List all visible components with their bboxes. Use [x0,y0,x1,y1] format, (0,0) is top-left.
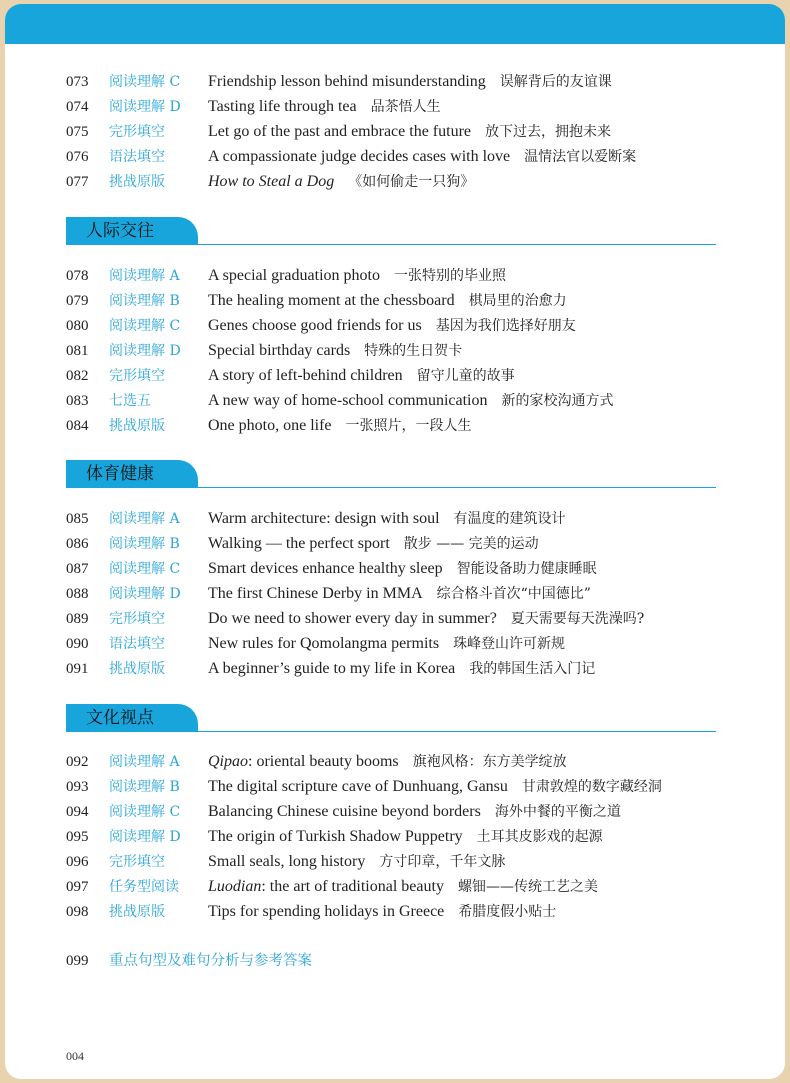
entry-title-zh: 智能设备助力健康睡眠 [456,561,597,577]
entry-type: 挑战原版 [109,661,165,677]
toc-entry[interactable] [66,850,505,874]
entry-title-en: The first Chinese Derby in MMA [208,585,423,602]
entry-title-zh: 温情法官以爱断案 [524,149,637,165]
toc-entry[interactable] [66,414,472,438]
entry-title-zh: 留守儿童的故事 [416,368,515,384]
toc-entry[interactable] [66,825,603,849]
entry-type: 阅读理解 B [109,779,180,795]
entry-title-zh: 螺钿——传统工艺之美 [457,879,598,895]
toc-entry[interactable] [66,314,576,338]
entry-title-en: Balancing Chinese cuisine beyond borders [208,803,481,820]
entry-title-en: A special graduation photo [208,267,380,284]
entry-title-zh: 品茶悟人生 [370,99,441,115]
entry-title-en: A compassionate judge decides cases with love [208,148,511,165]
entry-number: 088 [66,586,89,602]
entry-number: 095 [66,829,89,845]
entry-type: 阅读理解 B [109,293,180,309]
entry-number: 090 [66,636,89,652]
section-header [66,704,716,732]
entry-title-zh: 基因为我们选择好朋友 [435,318,576,334]
toc-entry[interactable] [66,339,462,363]
section-rule [66,487,716,489]
table-of-contents [5,4,785,1079]
section-title: 文化视点 [86,708,154,728]
entry-number: 080 [66,318,89,334]
entry-number: 075 [66,124,89,140]
entry-title-en: The origin of Turkish Shadow Puppetry [208,828,463,845]
entry-title-zh: 旗袍风格：东方美学绽放 [412,754,567,770]
toc-entry[interactable] [66,607,644,631]
entry-type: 阅读理解 D [109,586,181,602]
entry-type: 阅读理解 C [109,804,181,820]
entry-type: 阅读理解 D [109,99,181,115]
entry-number: 094 [66,804,89,820]
section-rule [66,731,716,733]
entry-type: 语法填空 [109,636,165,652]
page-number: 004 [66,1049,84,1063]
entry-title-zh: 误解背后的友谊课 [499,74,612,90]
entry-type: 阅读理解 C [109,74,181,90]
section-title: 体育健康 [86,464,154,484]
entry-number: 076 [66,149,89,165]
entry-type: 阅读理解 A [109,511,180,527]
toc-entry[interactable] [66,364,515,388]
entry-number: 074 [66,99,89,115]
entry-title-en: Do we need to shower every day in summer? [208,610,497,627]
section-rule [66,244,716,246]
section-tab [66,704,198,732]
entry-type: 完形填空 [109,854,165,870]
entry-title-en: Friendship lesson behind misunderstanding [208,73,486,90]
entry-title-en: Genes choose good friends for us [208,317,422,334]
entry-title-en: Tasting life through tea [208,98,357,115]
toc-entry[interactable] [66,657,595,681]
toc-entry[interactable] [66,632,565,656]
toc-entry[interactable] [66,120,611,144]
entry-title-en: One photo, one life [208,417,332,434]
toc-entry[interactable] [66,95,441,119]
toc-entry-answers[interactable] [66,948,312,972]
entry-title-zh: 海外中餐的平衡之道 [494,804,621,820]
entry-title-en: Warm architecture: design with soul [208,510,440,527]
section-title: 人际交往 [86,221,154,241]
toc-entry[interactable] [66,289,567,313]
entry-number: 097 [66,879,89,895]
entry-type: 挑战原版 [109,904,165,920]
entry-number: 087 [66,561,89,577]
toc-entry[interactable] [66,875,598,899]
entry-number: 096 [66,854,89,870]
toc-entry[interactable] [66,900,556,924]
entry-number: 073 [66,74,89,90]
entry-title-zh: 棋局里的治愈力 [468,293,567,309]
section-tab [66,217,198,245]
entry-type: 阅读理解 D [109,829,181,845]
entry-title-en: Let go of the past and embrace the future [208,123,471,140]
entry-title-en: Smart devices enhance healthy sleep [208,560,443,577]
entry-title-zh: 特殊的生日贺卡 [364,343,463,359]
entry-type: 阅读理解 A [109,754,180,770]
entry-title-en: The healing moment at the chessboard [208,292,455,309]
entry-type: 阅读理解 D [109,343,181,359]
entry-number: 091 [66,661,89,677]
entry-type: 挑战原版 [109,174,165,190]
entry-title-zh: 夏天需要每天洗澡吗? [510,611,645,627]
toc-entry[interactable] [66,389,614,413]
page [5,4,785,1079]
entry-title-en: Tips for spending holidays in Greece [208,903,445,920]
entry-type: 阅读理解 C [109,561,181,577]
entry-number: 083 [66,393,89,409]
toc-entry[interactable] [66,145,636,169]
entry-type: 挑战原版 [109,418,165,434]
entry-number: 099 [66,953,89,969]
entry-number: 084 [66,418,89,434]
entry-title-en: The digital scripture cave of Dunhuang, Gansu [208,778,508,795]
toc-entry[interactable] [66,70,612,94]
entry-title-zh: 土耳其皮影戏的起源 [476,829,603,845]
entry-title-zh: 一张特别的毕业照 [393,268,506,284]
entry-title-en: Walking — the perfect sport [208,535,390,552]
entry-type: 阅读理解 B [109,536,180,552]
toc-entry[interactable] [66,582,591,606]
entry-number: 098 [66,904,89,920]
entry-type: 完形填空 [109,611,165,627]
entry-title-zh: 一张照片，一段人生 [345,418,472,434]
toc-entry[interactable] [66,507,566,531]
entry-number: 077 [66,174,89,190]
entry-title-en: A new way of home-school communication [208,392,488,409]
entry-title: 重点句型及难句分析与参考答案 [109,953,312,969]
entry-title-zh: 散步 —— 完美的运动 [403,536,539,552]
entry-number: 082 [66,368,89,384]
entry-title-en: Qipao: oriental beauty booms [208,753,399,770]
entry-type: 七选五 [109,393,151,409]
entry-title-zh: 放下过去，拥抱未来 [485,124,611,140]
entry-title-zh: 方寸印章，千年文脉 [379,854,506,870]
entry-title-zh: 我的韩国生活入门记 [469,661,596,677]
entry-title-zh: 新的家校沟通方式 [501,393,614,409]
entry-title-zh: 综合格斗首次“中国德比” [436,586,591,602]
section-tab [66,460,198,488]
entry-title-zh: 希腊度假小贴士 [458,904,557,920]
entry-title-en: How to Steal a Dog [208,173,335,190]
entry-type: 完形填空 [109,368,165,384]
entry-title-en: A story of left-behind children [208,367,403,384]
toc-entry[interactable] [66,750,567,774]
toc-entry[interactable] [66,170,474,194]
entry-number: 086 [66,536,89,552]
entry-number: 078 [66,268,89,284]
section-header [66,217,716,245]
entry-type: 阅读理解 A [109,268,180,284]
entry-title-zh: 甘肃敦煌的数字藏经洞 [521,779,662,795]
section-header [66,460,716,488]
entry-number: 081 [66,343,89,359]
toc-entry[interactable] [66,264,506,288]
toc-entry[interactable] [66,532,539,556]
toc-entry[interactable] [66,800,621,824]
entry-type: 语法填空 [109,149,165,165]
entry-title-zh: 《如何偷走一只狗》 [348,174,475,190]
toc-entry[interactable] [66,557,597,581]
entry-title-zh: 有温度的建筑设计 [453,511,566,527]
entry-type: 完形填空 [109,124,165,140]
entry-number: 089 [66,611,89,627]
entry-type: 阅读理解 C [109,318,181,334]
entry-title-en: New rules for Qomolangma permits [208,635,440,652]
entry-title-zh: 珠峰登山许可新规 [453,636,566,652]
entry-number: 079 [66,293,89,309]
entry-type: 任务型阅读 [109,879,179,895]
entry-number: 085 [66,511,89,527]
entry-title-en: Special birthday cards [208,342,351,359]
entry-title-en: A beginner’s guide to my life in Korea [208,660,456,677]
toc-entry[interactable] [66,775,662,799]
entry-number: 093 [66,779,89,795]
entry-title-en: Luodian: the art of traditional beauty [208,878,444,895]
entry-title-en: Small seals, long history [208,853,366,870]
entry-number: 092 [66,754,89,770]
